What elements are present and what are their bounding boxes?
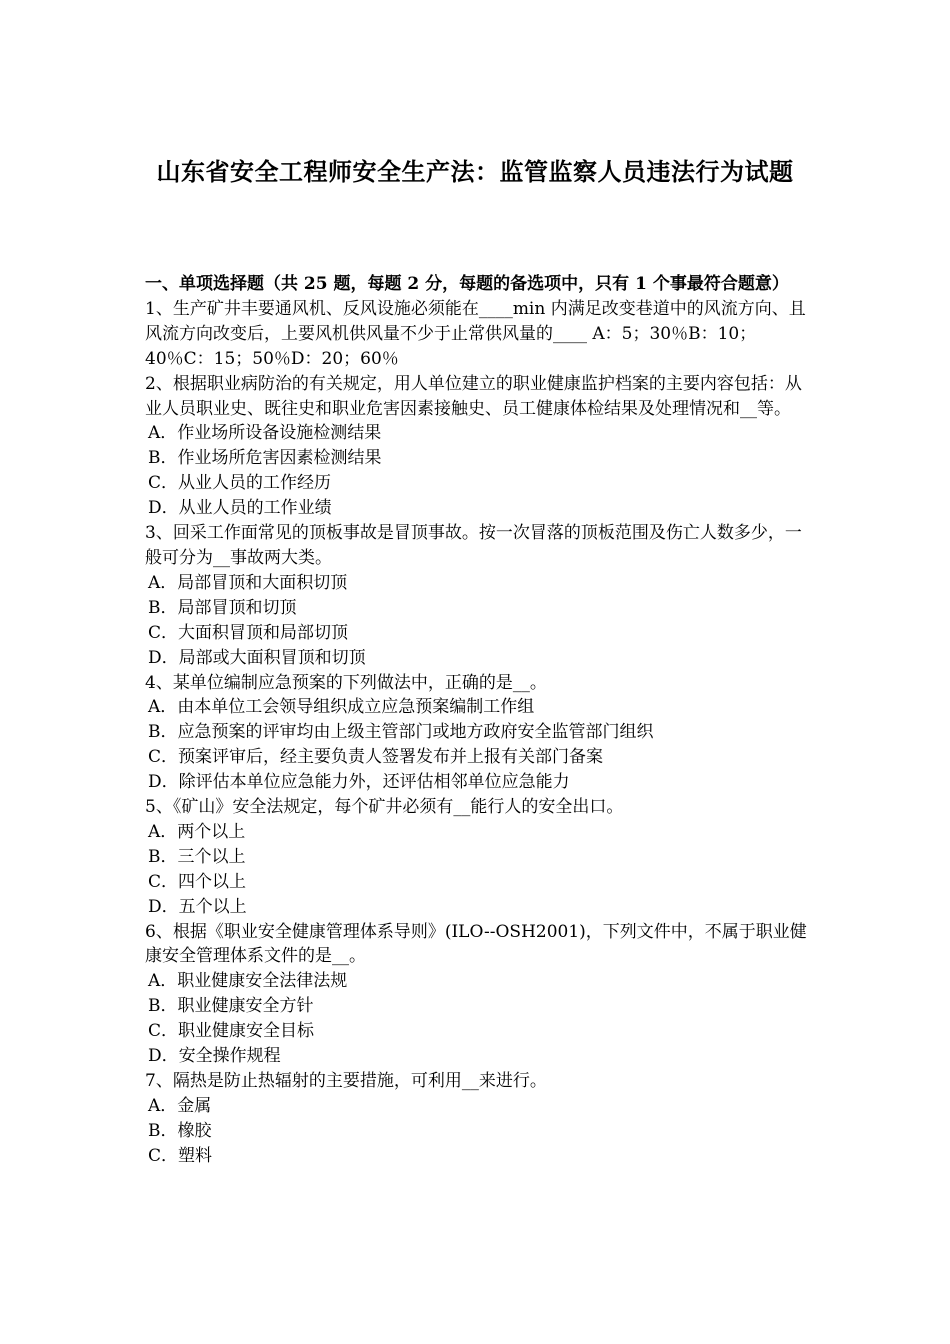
question-4-option: D．除评估本单位应急能力外，还评估相邻单位应急能力 — [148, 772, 570, 793]
question-list — [145, 297, 807, 1169]
question-7-option: A．金属 — [148, 1095, 212, 1116]
question-6-option: A．职业健康安全法律法规 — [148, 971, 348, 992]
question-3-option: D．局部或大面积冒顶和切顶 — [148, 647, 366, 668]
question-7: 7、隔热是防止热辐射的主要措施，可利用__来进行。 — [145, 1071, 547, 1091]
question-3-option: A．局部冒顶和大面积切顶 — [148, 572, 348, 593]
question-2-option: C．从业人员的工作经历 — [148, 473, 332, 494]
question-5-option: C．四个以上 — [148, 871, 247, 892]
question-1: 1、生产矿井丰要通风机、反风设施必须能在____min 内满足改变巷道中的风流方向、且风流方向改变后，上要风机供风量不少于止常供风量的____ A：5；30％B：10；40％C：15；50％D：20；60％ — [145, 298, 806, 369]
question-6-option: B．职业健康安全方针 — [148, 996, 314, 1017]
question-6: 6、根据《职业安全健康管理体系导则》(ILO--OSH2001)，下列文件中，不属于职业健康安全管理体系文件的是__。 — [145, 921, 807, 967]
question-2-option: D．从业人员的工作业绩 — [148, 498, 332, 519]
question-2-option: A．作业场所设备设施检测结果 — [148, 423, 382, 444]
question-5-option: A．两个以上 — [148, 821, 246, 842]
question-3-option: C．大面积冒顶和局部切顶 — [148, 622, 349, 643]
question-3-option: B．局部冒顶和切顶 — [148, 597, 297, 618]
question-4-option: B．应急预案的评审均由上级主管部门或地方政府安全监管部门组织 — [148, 722, 654, 743]
question-4-option: A．由本单位工会领导组织成立应急预案编制工作组 — [148, 697, 535, 718]
question-4: 4、某单位编制应急预案的下列做法中，正确的是__。 — [145, 672, 547, 693]
question-4-option: C．预案评审后，经主要负责人签署发布并上报有关部门备案 — [148, 747, 604, 768]
question-5-option: D．五个以上 — [148, 896, 247, 917]
document-body — [145, 272, 807, 1169]
question-7-option: C．塑料 — [148, 1145, 213, 1166]
question-6-option: C．职业健康安全目标 — [148, 1021, 315, 1042]
question-5: 5、《矿山》安全法规定，每个矿井必须有__能行人的安全出口。 — [145, 797, 624, 818]
question-7-option: B．橡胶 — [148, 1120, 212, 1141]
question-3: 3、回采工作面常见的顶板事故是冒顶事故。按一次冒落的顶板范围及伤亡人数多少，一般可分为__事故两大类。 — [145, 523, 802, 568]
question-6-option: D．安全操作规程 — [148, 1046, 281, 1067]
question-5-option: B．三个以上 — [148, 846, 246, 867]
section-heading: 一、单项选择题（共 25 题，每题 2 分，每题的备选项中，只有 1 个事最符合题意） — [145, 274, 789, 294]
question-2: 2、根据职业病防治的有关规定，用人单位建立的职业健康监护档案的主要内容包括：从业人员职业史、既往史和职业危害因素接触史、员工健康体检结果及处理情况和__等。 — [145, 373, 802, 419]
question-2-option: B．作业场所危害因素检测结果 — [148, 448, 382, 469]
document-title: 山东省安全工程师安全生产法：监管监察人员违法行为试题 — [156, 157, 794, 186]
